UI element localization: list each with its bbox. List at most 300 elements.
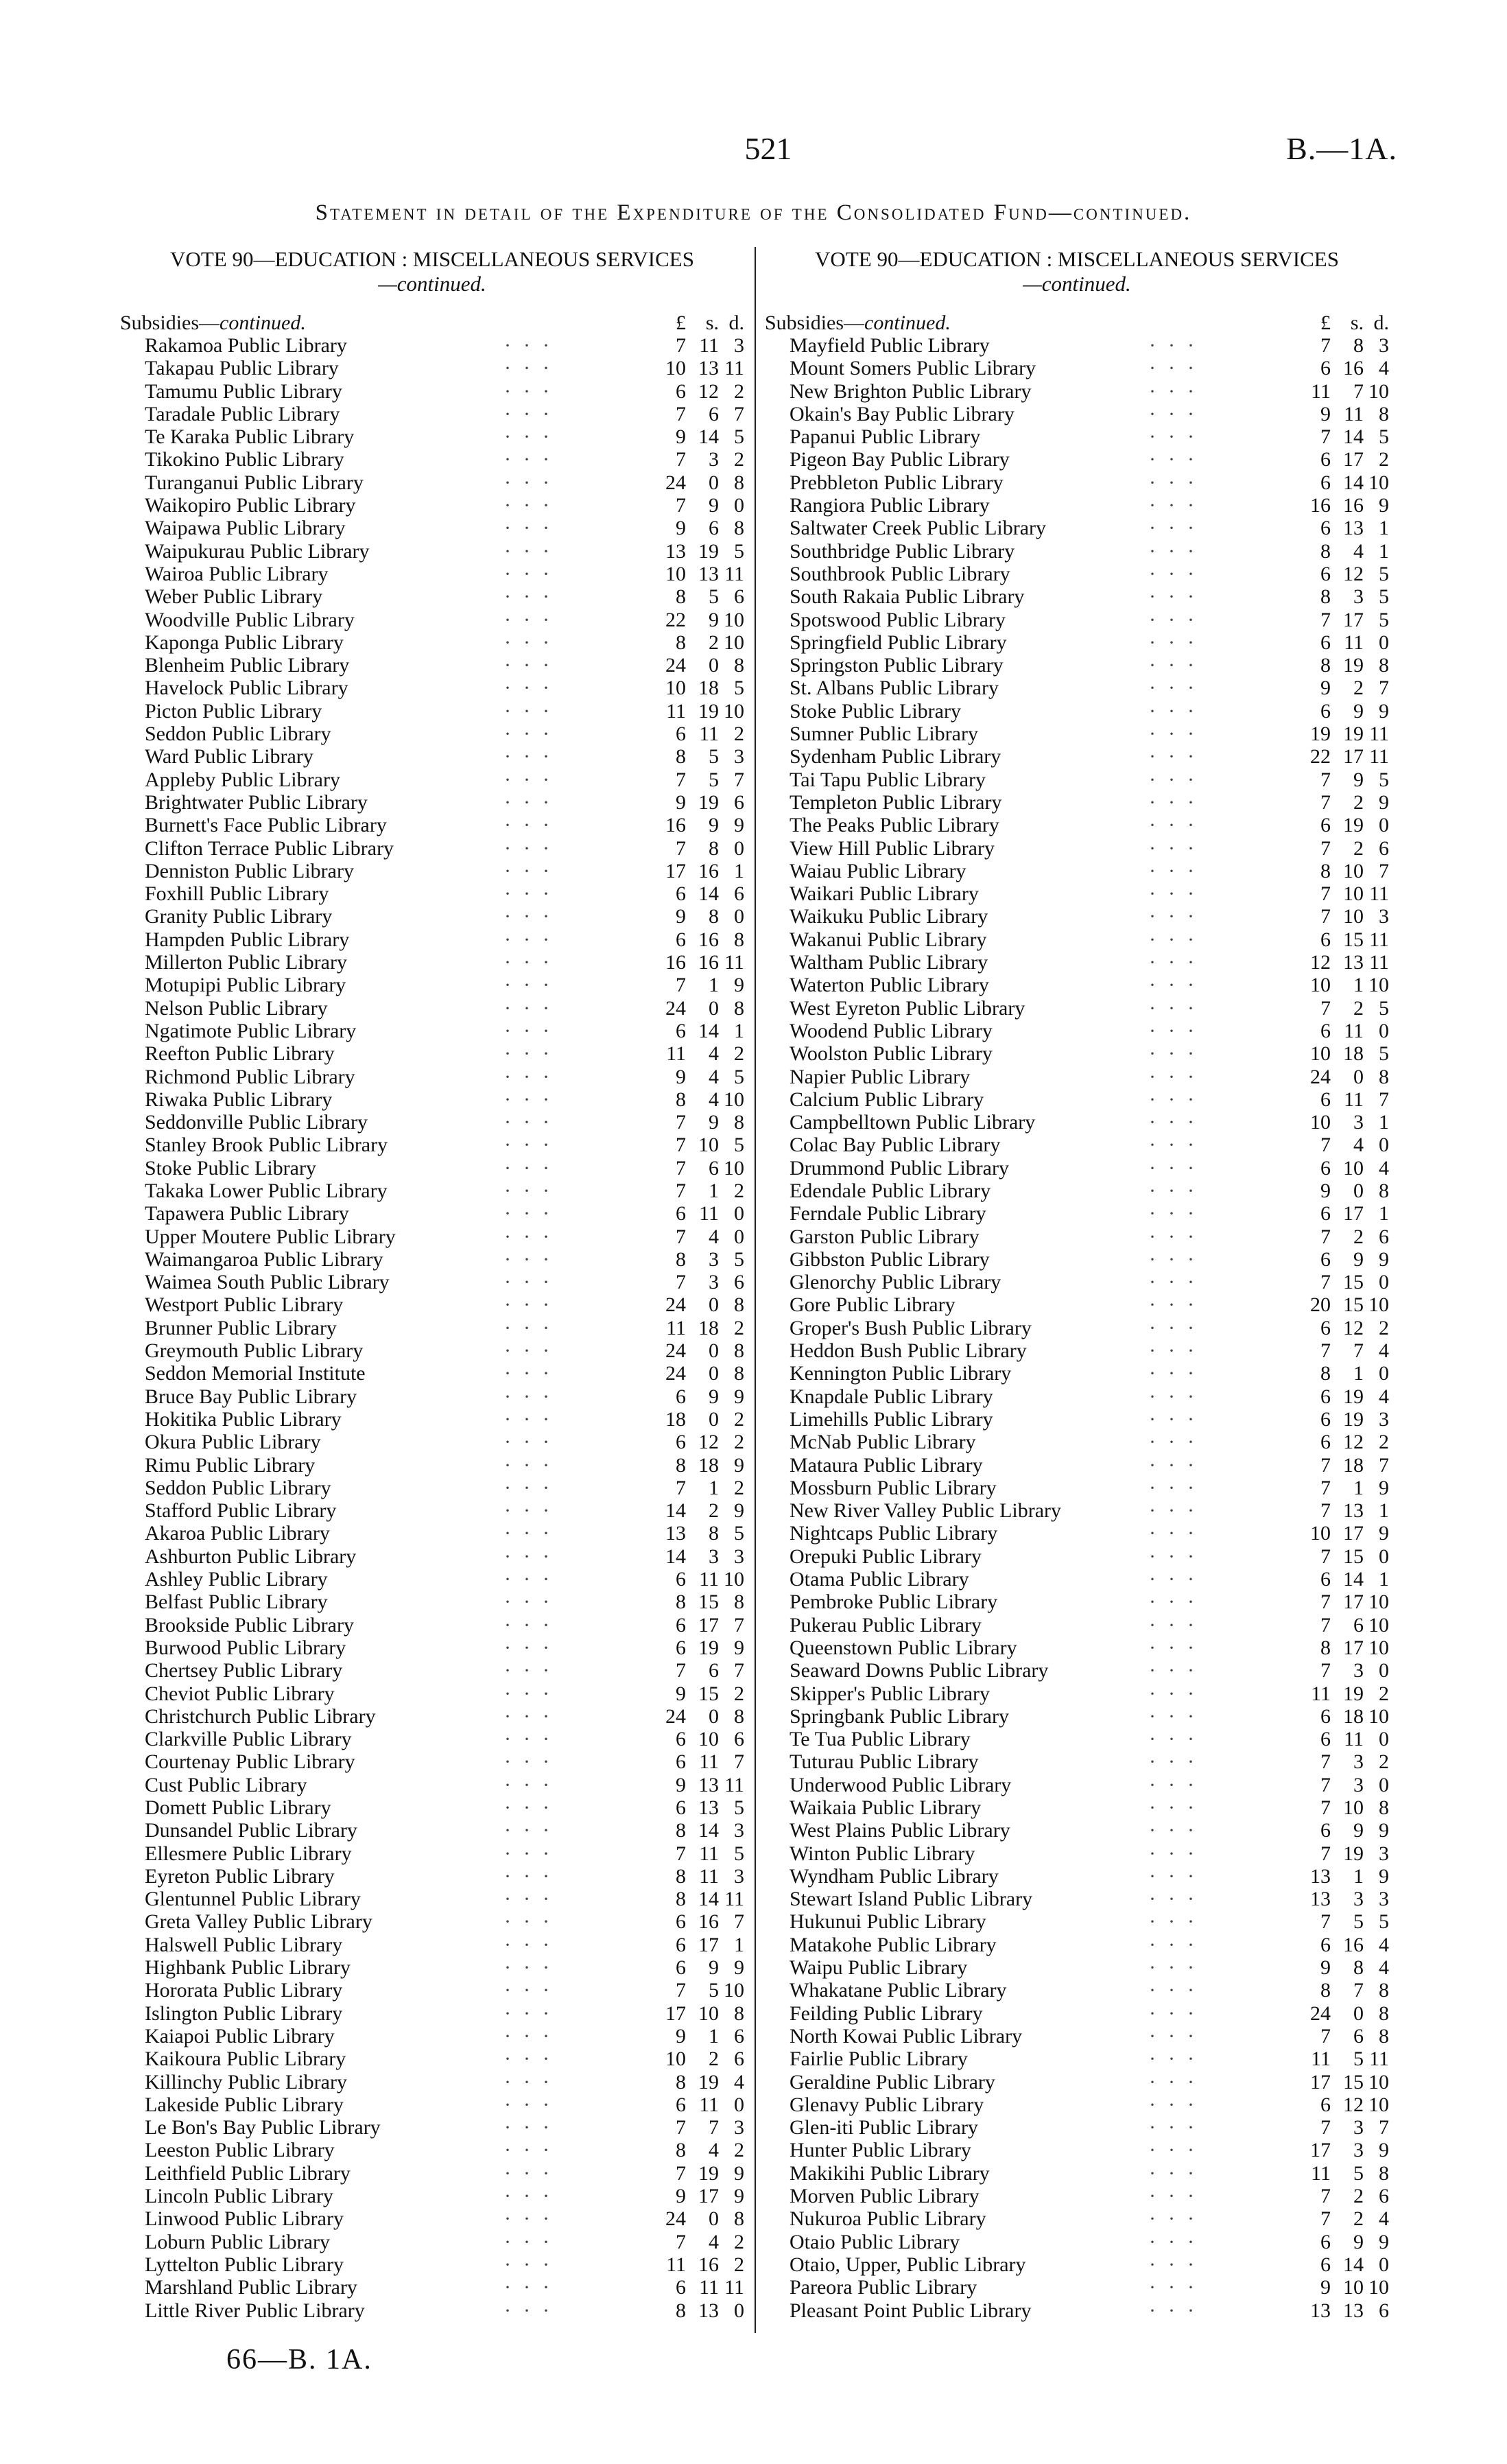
library-name: Tapawera Public Library	[145, 1202, 349, 1225]
amount-shillings: 0	[709, 2207, 719, 2231]
library-name: Denniston Public Library	[145, 859, 354, 882]
table-row	[120, 1248, 744, 1271]
amount-pence: 2	[734, 1407, 744, 1431]
leader-dots: ···	[504, 677, 562, 700]
amount-shillings: 4	[709, 2139, 719, 2162]
amount-pounds: 7	[1320, 608, 1331, 631]
amount-pence: 11	[1369, 928, 1389, 951]
amount-pence: 8	[1379, 2161, 1389, 2185]
amount-shillings: 12	[698, 1431, 719, 1454]
library-name: Seddon Memorial Institute	[145, 1362, 366, 1385]
library-name: Kaikoura Public Library	[145, 2048, 346, 2071]
amount-shillings: 16	[698, 859, 719, 882]
amount-pence: 2	[1379, 1316, 1389, 1339]
leader-dots: ···	[504, 1842, 562, 1865]
library-name: Richmond Public Library	[145, 1065, 355, 1088]
library-name: Reefton Public Library	[145, 1042, 335, 1066]
amount-shillings: 6	[1353, 2024, 1364, 2048]
amount-pence: 5	[734, 1522, 744, 1545]
amount-pounds: 7	[676, 836, 686, 860]
amount-pence: 11	[1369, 745, 1389, 768]
leader-dots: ···	[504, 928, 562, 951]
leader-dots: ···	[504, 1042, 562, 1066]
amount-pounds: 7	[1320, 2024, 1331, 2048]
amount-shillings: 11	[699, 2276, 719, 2299]
table-row	[765, 1293, 1389, 1316]
library-name: Campbelltown Public Library	[790, 1111, 1036, 1134]
amount-pence: 9	[1379, 2139, 1389, 2162]
table-row	[765, 494, 1389, 517]
table-row	[120, 860, 744, 882]
amount-pounds: 7	[676, 768, 686, 791]
amount-pence: 2	[1379, 1750, 1389, 1774]
library-name: Papanui Public Library	[790, 425, 981, 449]
library-name: Waikopiro Public Library	[145, 494, 356, 517]
library-name: Kaiapoi Public Library	[145, 2024, 335, 2048]
leader-dots: ···	[504, 585, 562, 609]
library-name: Cust Public Library	[145, 1773, 307, 1796]
amount-pence: 8	[734, 1591, 744, 1614]
amount-shillings: 1	[1353, 974, 1364, 997]
table-row	[120, 540, 744, 563]
amount-pence: 1	[1379, 1568, 1389, 1591]
amount-pounds: 8	[1320, 654, 1331, 677]
amount-pence: 5	[734, 1065, 744, 1088]
table-row	[765, 1842, 1389, 1865]
table-row	[765, 1888, 1389, 1910]
amount-pounds: 8	[676, 745, 686, 768]
library-name: Domett Public Library	[145, 1796, 331, 1819]
amount-pence: 5	[734, 1842, 744, 1865]
amount-pence: 1	[1379, 517, 1389, 540]
library-name: Orepuki Public Library	[790, 1545, 982, 1568]
amount-pounds: 11	[1311, 1682, 1331, 1705]
library-name: Seaward Downs Public Library	[790, 1659, 1049, 1682]
leader-dots: ···	[1149, 1499, 1207, 1523]
amount-pence: 0	[1379, 1728, 1389, 1751]
amount-pence: 8	[734, 1339, 744, 1363]
amount-shillings: 3	[709, 1271, 719, 1294]
table-row	[120, 2071, 744, 2093]
amount-pounds: 6	[1320, 2093, 1331, 2116]
amount-shillings: 4	[1353, 539, 1364, 563]
leader-dots: ···	[504, 1682, 562, 1705]
library-name: Foxhill Public Library	[145, 882, 329, 906]
amount-pence: 8	[1379, 1065, 1389, 1088]
table-row	[120, 1819, 744, 1842]
leader-dots: ···	[504, 2230, 562, 2253]
amount-pounds: 6	[1320, 1933, 1331, 1956]
table-row	[120, 448, 744, 471]
amount-pence: 3	[734, 2116, 744, 2139]
library-name: Feilding Public Library	[790, 2002, 983, 2025]
amount-pence: 6	[734, 1728, 744, 1751]
amount-pence: 10	[724, 699, 744, 723]
leader-dots: ···	[1149, 1842, 1207, 1865]
amount-shillings: 0	[709, 1704, 719, 1728]
amount-pence: 0	[734, 905, 744, 928]
amount-pounds: 7	[1320, 2116, 1331, 2139]
leader-dots: ···	[504, 517, 562, 540]
amount-shillings: 17	[1343, 608, 1364, 631]
table-row	[765, 1111, 1389, 1134]
amount-pence: 6	[734, 585, 744, 609]
amount-shillings: 18	[1343, 1453, 1364, 1477]
leader-dots: ···	[1149, 1956, 1207, 1980]
amount-pence: 2	[734, 1682, 744, 1705]
amount-pounds: 8	[1320, 1362, 1331, 1385]
amount-shillings: 0	[709, 1407, 719, 1431]
table-row	[120, 494, 744, 517]
library-name: Nukuroa Public Library	[790, 2207, 986, 2231]
amount-shillings: 7	[1353, 1339, 1364, 1363]
library-name: Seddon Public Library	[145, 723, 331, 746]
amount-shillings: 6	[709, 517, 719, 540]
leader-dots: ···	[504, 2093, 562, 2116]
amount-pence: 0	[1379, 1271, 1389, 1294]
amount-shillings: 19	[1343, 1842, 1364, 1865]
amount-shillings: 3	[1353, 1888, 1364, 1911]
amount-shillings: 2	[709, 1499, 719, 1523]
leader-dots: ···	[504, 1568, 562, 1591]
library-name: Marshland Public Library	[145, 2276, 357, 2299]
leader-dots: ···	[504, 996, 562, 1020]
amount-shillings: 0	[709, 471, 719, 494]
amount-pounds: 6	[676, 1933, 686, 1956]
amount-pounds: 24	[665, 1704, 686, 1728]
amount-pence: 6	[734, 882, 744, 906]
amount-pounds: 24	[665, 1293, 686, 1317]
amount-pounds: 24	[665, 654, 686, 677]
table-row	[765, 2025, 1389, 2048]
table-row	[765, 1020, 1389, 1042]
amount-shillings: 12	[1343, 562, 1364, 585]
amount-pounds: 6	[1320, 631, 1331, 654]
amount-pounds: 6	[1320, 928, 1331, 951]
amount-pounds: 7	[1320, 1750, 1331, 1774]
amount-pence: 4	[1379, 1385, 1389, 1408]
table-row	[120, 1750, 744, 1773]
leader-dots: ···	[504, 1704, 562, 1728]
leader-dots: ···	[1149, 1704, 1207, 1728]
table-row	[120, 745, 744, 768]
leader-dots: ···	[504, 1088, 562, 1111]
amount-pounds: 24	[665, 2207, 686, 2231]
statement-title: Statement in detail of the Expenditure of the Consolidated Fund—continued.	[315, 200, 1192, 225]
amount-pence: 2	[734, 723, 744, 746]
table-row	[120, 1477, 744, 1499]
leader-dots: ···	[1149, 928, 1207, 951]
leader-dots: ···	[504, 425, 562, 449]
library-name: Otama Public Library	[790, 1568, 969, 1591]
amount-pounds: 7	[1320, 1591, 1331, 1614]
table-row	[120, 1522, 744, 1545]
leader-dots: ···	[1149, 2161, 1207, 2185]
leader-dots: ···	[504, 2207, 562, 2231]
table-row	[765, 2002, 1389, 2025]
amount-pounds: 7	[1320, 1339, 1331, 1363]
library-name: Motupipi Public Library	[145, 974, 346, 997]
amount-shillings: 19	[1343, 1682, 1364, 1705]
library-name: Waltham Public Library	[790, 951, 988, 974]
table-row	[120, 334, 744, 357]
amount-pounds: 6	[676, 379, 686, 403]
library-name: Hukunui Public Library	[790, 1910, 986, 1934]
amount-pence: 3	[734, 334, 744, 357]
leader-dots: ···	[1149, 1202, 1207, 1225]
leader-dots: ···	[504, 905, 562, 928]
leader-dots: ···	[504, 1979, 562, 2002]
table-row	[120, 700, 744, 723]
library-name: Christchurch Public Library	[145, 1704, 376, 1728]
amount-pence: 6	[1379, 836, 1389, 860]
amount-pounds: 8	[676, 1888, 686, 1911]
amount-shillings: 6	[709, 1156, 719, 1180]
amount-pounds: 7	[1320, 790, 1331, 814]
amount-shillings: 2	[1353, 2185, 1364, 2208]
leader-dots: ···	[1149, 1636, 1207, 1659]
amount-shillings: 17	[698, 1613, 719, 1636]
leader-dots: ···	[504, 654, 562, 677]
amount-pounds: 7	[1320, 1476, 1331, 1499]
library-name: Waikaia Public Library	[790, 1796, 982, 1819]
amount-pounds: 8	[676, 2299, 686, 2322]
library-name: Geraldine Public Library	[790, 2070, 995, 2093]
leader-dots: ···	[504, 699, 562, 723]
amount-pounds: 7	[676, 1156, 686, 1180]
amount-shillings: 15	[1343, 1271, 1364, 1294]
amount-pence: 7	[1379, 1088, 1389, 1111]
amount-pounds: 19	[1310, 723, 1331, 746]
amount-pounds: 6	[1320, 814, 1331, 837]
amount-pence: 4	[1379, 1956, 1389, 1980]
amount-pence: 7	[734, 1910, 744, 1934]
leader-dots: ···	[504, 631, 562, 654]
library-name: Clarkville Public Library	[145, 1728, 352, 1751]
library-name: Springfield Public Library	[790, 631, 1007, 654]
leader-dots: ···	[1149, 790, 1207, 814]
table-row	[765, 2093, 1389, 2116]
amount-pence: 9	[1379, 699, 1389, 723]
table-row	[120, 928, 744, 951]
table-row	[120, 791, 744, 814]
amount-pounds: 7	[676, 2116, 686, 2139]
leader-dots: ···	[504, 357, 562, 380]
library-name: Dunsandel Public Library	[145, 1819, 357, 1842]
leader-dots: ···	[504, 1431, 562, 1454]
amount-pounds: 7	[1320, 1796, 1331, 1819]
amount-pence: 7	[734, 1750, 744, 1774]
table-row	[120, 1225, 744, 1248]
leader-dots: ···	[1149, 1019, 1207, 1042]
amount-shillings: 2	[1353, 790, 1364, 814]
library-name: Templeton Public Library	[790, 790, 1002, 814]
leader-dots: ···	[1149, 1316, 1207, 1339]
amount-shillings: 14	[698, 1019, 719, 1042]
table-row	[120, 357, 744, 379]
library-name: Colac Bay Public Library	[790, 1134, 1001, 1157]
amount-pence: 10	[724, 1979, 744, 2002]
leader-dots: ···	[1149, 836, 1207, 860]
library-name: Pigeon Bay Public Library	[790, 448, 1010, 471]
leader-dots: ···	[504, 539, 562, 563]
amount-pounds: 8	[676, 1864, 686, 1888]
library-name: Turanganui Public Library	[145, 471, 364, 494]
vote-title: VOTE 90—EDUCATION : MISCELLANEOUS SERVICES	[815, 247, 1339, 271]
amount-shillings: 15	[1343, 928, 1364, 951]
library-name: Makikihi Public Library	[790, 2161, 990, 2185]
amount-pence: 8	[1379, 1179, 1389, 1202]
amount-pence: 8	[1379, 1979, 1389, 2002]
amount-pence: 5	[734, 1796, 744, 1819]
table-row	[120, 1317, 744, 1339]
leader-dots: ···	[1149, 996, 1207, 1020]
amount-shillings: 3	[1353, 1773, 1364, 1796]
amount-pence: 6	[734, 2024, 744, 2048]
leader-dots: ···	[1149, 1225, 1207, 1248]
leader-dots: ···	[504, 1476, 562, 1499]
library-name: Sydenham Public Library	[790, 745, 1001, 768]
table-row	[765, 1317, 1389, 1339]
leader-dots: ···	[504, 1864, 562, 1888]
amount-pounds: 11	[1311, 379, 1331, 403]
amount-pence: 11	[724, 2276, 744, 2299]
leader-dots: ···	[504, 1019, 562, 1042]
amount-shillings: 7	[709, 2116, 719, 2139]
amount-shillings: 2	[709, 2048, 719, 2071]
amount-pounds: 7	[1320, 836, 1331, 860]
amount-pence: 8	[1379, 654, 1389, 677]
amount-shillings: 15	[698, 1591, 719, 1614]
library-name: Courtenay Public Library	[145, 1750, 355, 1774]
leader-dots: ···	[1149, 1659, 1207, 1682]
leader-dots: ···	[504, 974, 562, 997]
table-row	[765, 928, 1389, 951]
amount-shillings: 8	[709, 1522, 719, 1545]
amount-pence: 10	[1368, 2276, 1389, 2299]
library-name: Loburn Public Library	[145, 2230, 330, 2253]
amount-pence: 2	[1379, 1431, 1389, 1454]
amount-shillings: 16	[1343, 357, 1364, 380]
leader-dots: ···	[1149, 1613, 1207, 1636]
library-name: Hunter Public Library	[790, 2139, 971, 2162]
amount-shillings: 13	[698, 562, 719, 585]
amount-pounds: 6	[676, 882, 686, 906]
amount-pounds: 9	[676, 1773, 686, 1796]
library-name: Taradale Public Library	[145, 402, 340, 425]
amount-shillings: 15	[1343, 1293, 1364, 1317]
table-row	[120, 677, 744, 699]
table-row	[120, 1979, 744, 2002]
amount-shillings: 2	[1353, 836, 1364, 860]
library-name: Cheviot Public Library	[145, 1682, 335, 1705]
leader-dots: ···	[1149, 654, 1207, 677]
leader-dots: ···	[504, 608, 562, 631]
amount-pence: 8	[734, 1704, 744, 1728]
amount-shillings: 19	[698, 2070, 719, 2093]
amount-shillings: 6	[709, 402, 719, 425]
library-name: Greymouth Public Library	[145, 1339, 364, 1363]
amount-pounds: 8	[676, 1591, 686, 1614]
subheading-row	[120, 312, 744, 334]
library-name: Westport Public Library	[145, 1293, 344, 1317]
library-name: Seddonville Public Library	[145, 1111, 368, 1134]
leader-dots: ···	[1149, 1156, 1207, 1180]
amount-pence: 6	[1379, 1225, 1389, 1248]
amount-shillings: 1	[709, 1179, 719, 1202]
amount-pounds: 8	[676, 1453, 686, 1477]
amount-shillings: 14	[1343, 425, 1364, 449]
amount-pence: 8	[734, 2207, 744, 2231]
table-row	[765, 1180, 1389, 1202]
amount-pounds: 8	[676, 585, 686, 609]
amount-shillings: 8	[1353, 334, 1364, 357]
amount-pence: 11	[724, 1773, 744, 1796]
amount-shillings: 17	[1343, 1636, 1364, 1659]
amount-pence: 11	[724, 1888, 744, 1911]
library-name: Morven Public Library	[790, 2185, 980, 2208]
library-name: St. Albans Public Library	[790, 677, 999, 700]
amount-pence: 11	[1369, 723, 1389, 746]
table-row	[120, 1088, 744, 1111]
amount-pounds: 6	[1320, 1316, 1331, 1339]
table-row	[765, 1750, 1389, 1773]
amount-pence: 3	[1379, 905, 1389, 928]
amount-pence: 1	[734, 1933, 744, 1956]
library-name: Seddon Public Library	[145, 1476, 331, 1499]
leader-dots: ···	[504, 379, 562, 403]
amount-pounds: 7	[1320, 768, 1331, 791]
amount-pence: 10	[1368, 1613, 1389, 1636]
amount-pence: 7	[734, 1659, 744, 1682]
amount-pounds: 14	[665, 1545, 686, 1568]
amount-pounds: 22	[1310, 745, 1331, 768]
library-name: Stanley Brook Public Library	[145, 1134, 388, 1157]
amount-pounds: 9	[1320, 1179, 1331, 1202]
leader-dots: ···	[504, 1956, 562, 1980]
table-row	[765, 425, 1389, 448]
amount-pence: 1	[734, 859, 744, 882]
leader-dots: ···	[1149, 1888, 1207, 1911]
library-name: The Peaks Public Library	[790, 814, 999, 837]
amount-pence: 9	[734, 1636, 744, 1659]
amount-pounds: 7	[676, 2161, 686, 2185]
library-name: Burwood Public Library	[145, 1636, 346, 1659]
amount-shillings: 10	[1343, 905, 1364, 928]
table-row	[120, 1910, 744, 1933]
amount-pounds: 7	[1320, 1499, 1331, 1523]
amount-shillings: 17	[1343, 1202, 1364, 1225]
amount-shillings: 18	[1343, 1704, 1364, 1728]
amount-pounds: 6	[1320, 1385, 1331, 1408]
amount-shillings: 11	[699, 1568, 719, 1591]
amount-shillings: 15	[698, 1682, 719, 1705]
library-name: Limehills Public Library	[790, 1407, 993, 1431]
table-row	[765, 700, 1389, 723]
amount-pounds: 11	[666, 1316, 686, 1339]
amount-pounds: 24	[665, 471, 686, 494]
table-row	[765, 1705, 1389, 1728]
amount-pence: 7	[734, 768, 744, 791]
leader-dots: ···	[1149, 585, 1207, 609]
library-name: Glenavy Public Library	[790, 2093, 984, 2116]
table-row	[120, 2162, 744, 2185]
amount-pounds: 6	[1320, 1202, 1331, 1225]
amount-shillings: 5	[709, 585, 719, 609]
amount-pounds: 17	[1310, 2139, 1331, 2162]
amount-shillings: 10	[1343, 1156, 1364, 1180]
library-name: Okura Public Library	[145, 1431, 321, 1454]
